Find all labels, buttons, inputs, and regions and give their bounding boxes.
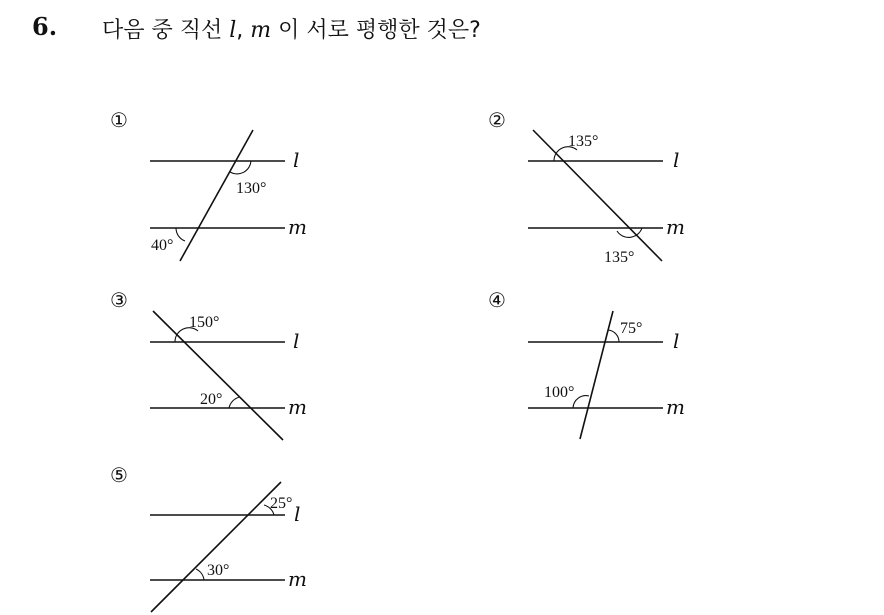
option-4-marker: ④	[488, 288, 506, 312]
option-4-label-m: m	[666, 395, 685, 419]
question-text-after: 이 서로 평행한 것은?	[271, 18, 481, 43]
question-separator: ,	[236, 18, 251, 43]
option-3-angle-arc-2	[229, 397, 240, 408]
option-3-angle-1: 150°	[189, 314, 220, 331]
option-3[interactable]	[110, 288, 307, 440]
option-2-label-l: l	[673, 148, 680, 172]
option-4-label-l: l	[673, 329, 680, 353]
option-1-angle-arc-2	[176, 228, 185, 241]
option-5-marker: ⑤	[110, 463, 128, 487]
option-3-angle-2: 20°	[200, 391, 223, 408]
option-4[interactable]	[488, 288, 685, 439]
question-text-before: 다음 중 직선	[102, 18, 230, 43]
option-1-label-m: m	[288, 215, 307, 239]
option-4-angle-arc-1	[608, 330, 619, 342]
option-5-label-l: l	[294, 502, 301, 526]
option-1-angle-1: 130°	[236, 180, 267, 197]
option-3-label-m: m	[288, 395, 307, 419]
option-5-angle-arc-2	[196, 569, 204, 580]
option-5-angle-2: 30°	[207, 562, 230, 579]
option-2[interactable]	[488, 108, 685, 266]
option-2-label-m: m	[666, 215, 685, 239]
option-5-transversal	[151, 482, 281, 612]
option-2-angle-1: 135°	[568, 133, 599, 150]
option-3-marker: ③	[110, 288, 128, 312]
option-1-angle-2: 40°	[151, 237, 174, 254]
option-1[interactable]	[110, 108, 307, 261]
line-m-label: m	[250, 18, 272, 43]
option-4-angle-arc-2	[573, 396, 589, 408]
option-5-label-m: m	[288, 567, 307, 591]
option-1-marker: ①	[110, 108, 128, 132]
option-1-label-l: l	[293, 148, 300, 172]
option-5-angle-1: 25°	[270, 495, 293, 512]
line-l-label: l	[229, 18, 237, 43]
option-5[interactable]	[110, 463, 307, 612]
option-1-angle-arc-1	[230, 161, 251, 174]
option-4-angle-2: 100°	[544, 384, 575, 401]
option-4-angle-1: 75°	[620, 320, 643, 337]
option-3-label-l: l	[293, 329, 300, 353]
option-2-marker: ②	[488, 108, 506, 132]
question-number: 6.	[32, 12, 58, 41]
option-2-angle-2: 135°	[604, 249, 635, 266]
